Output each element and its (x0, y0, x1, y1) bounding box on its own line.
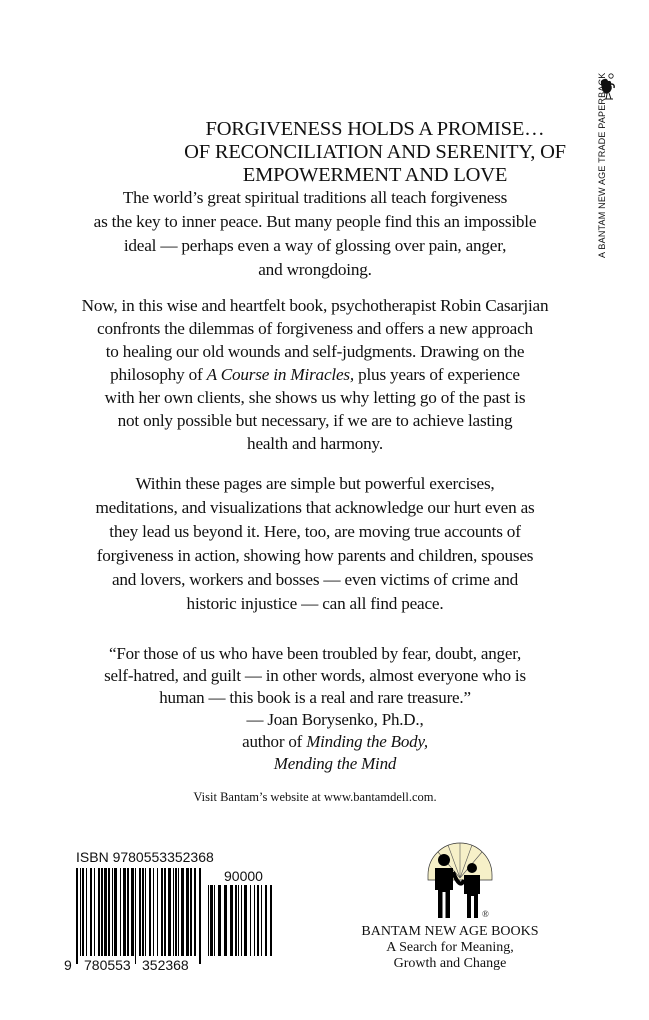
barcode-bar (161, 868, 163, 956)
barcode-bar (149, 868, 151, 956)
barcode-addon-number: 90000 (224, 868, 263, 884)
barcode-bar (235, 885, 237, 956)
text: plus years of experience (353, 365, 520, 384)
text-line: The world’s great spiritual traditions all teach forgiveness (122, 188, 508, 207)
barcode-bar (120, 868, 121, 956)
barcode-bar (186, 868, 189, 956)
barcode-bar (153, 868, 154, 956)
text-line: human — this book is a real and rare treasure.” (159, 688, 471, 707)
text-line: forgiveness in action, showing how parents and children, spouses (96, 546, 534, 565)
text-line: Within these pages are simple but powerful exercises, (135, 474, 495, 493)
barcode-bar (80, 868, 81, 956)
paragraph-description (60, 294, 570, 455)
barcode-bar (241, 885, 242, 956)
text-line: meditations, and visualizations that acknowledge our hurt even as (95, 498, 535, 517)
paragraph-contents (60, 472, 570, 616)
book-title: Minding the Body, (306, 732, 428, 751)
text-line (60, 731, 570, 753)
barcode-bar (270, 885, 272, 956)
barcode-bar (127, 868, 129, 956)
headline-line: EMPOWERMENT AND LOVE (242, 164, 508, 186)
spine-text: A BANTAM NEW AGE TRADE PAPERBACK (597, 72, 607, 258)
barcode-bar (173, 868, 174, 956)
text: author of (242, 732, 307, 751)
publisher-tagline: Growth and Change (393, 956, 507, 971)
barcode-bar (224, 885, 227, 956)
barcode-bar (190, 868, 192, 956)
text-line: historic injustice — can all find peace. (186, 594, 444, 613)
barcode-bar (208, 885, 209, 956)
publisher-name: BANTAM NEW AGE BOOKS (361, 924, 539, 939)
barcode-bar (175, 868, 177, 956)
bantam-new-age-logo (420, 830, 520, 922)
text-line: they lead us beyond it. Here, too, are moving true accounts of (109, 522, 521, 541)
text-line: and lovers, workers and bosses — even victims of crime and (111, 570, 519, 589)
barcode-bar (181, 868, 184, 956)
publisher-imprint (350, 924, 550, 972)
barcode-bar (101, 868, 103, 956)
paragraph-intro (60, 186, 570, 282)
text-line: self-hatred, and guilt — in other words, almost everyone who is (104, 666, 526, 685)
barcode-bar (164, 868, 166, 956)
barcode-bar (114, 868, 117, 956)
barcode-bar (210, 885, 213, 956)
barcode-bar (90, 868, 92, 956)
headline-line: OF RECONCILIATION AND SERENITY, OF (184, 141, 566, 163)
barcode (74, 868, 274, 964)
barcode-bar (218, 885, 221, 956)
text-line: Now, in this wise and heartfelt book, psychotherapist Robin Casarjian (81, 296, 549, 315)
barcode-bar (76, 868, 78, 964)
barcode-bar (157, 868, 158, 956)
text-line: as the key to inner peace. But many people find this an impossible (93, 212, 537, 231)
text-line: to healing our old wounds and self-judgments. Drawing on the (105, 342, 525, 361)
barcode-bar (178, 868, 179, 956)
text-line: and wrongdoing. (258, 260, 372, 279)
isbn-label: ISBN 9780553352368 (76, 849, 214, 865)
barcode-bar (214, 885, 215, 956)
barcode-bar (98, 868, 100, 956)
website-note: Visit Bantam’s website at www.bantamdell.com. (193, 790, 437, 804)
barcode-bar (194, 868, 196, 956)
text-line: confronts the dilemmas of forgiveness and offers a new approach (97, 319, 533, 338)
barcode-bar (131, 868, 134, 956)
barcode-bar (108, 868, 110, 956)
barcode-bar (261, 885, 262, 956)
barcode-bar (145, 868, 146, 956)
book-title: A Course in Miracles, (206, 365, 354, 384)
text-line (60, 363, 570, 386)
barcode-bar (94, 868, 95, 956)
barcode-bar (86, 868, 87, 956)
text-line: health and harmony. (247, 434, 383, 453)
barcode-bar (82, 868, 84, 956)
quote-author: — Joan Borysenko, Ph.D., (246, 710, 424, 729)
text-line: “For those of us who have been troubled by fear, doubt, anger, (108, 644, 522, 663)
text-line: not only possible but necessary, if we are to achieve lasting (117, 411, 513, 430)
text: philosophy of (110, 365, 207, 384)
headline-line: FORGIVENESS HOLDS A PROMISE… (205, 118, 545, 140)
barcode-bar (112, 868, 113, 956)
text-line (60, 753, 570, 775)
barcode-bar (250, 885, 251, 956)
headline (120, 118, 630, 187)
barcode-digits-right: 352368 (142, 957, 189, 973)
endorsement-quote (60, 643, 570, 775)
barcode-bar (168, 868, 171, 956)
barcode-bar (123, 868, 126, 956)
barcode-bar (265, 885, 267, 956)
book-title: Mending the Mind (273, 754, 397, 773)
barcode-digits-left: 780553 (84, 957, 131, 973)
barcode-bar (104, 868, 107, 956)
registered-mark: ® (482, 909, 489, 919)
barcode-bar (199, 868, 201, 964)
text-line: with her own clients, she shows us why letting go of the past is (104, 388, 526, 407)
barcode-bar (238, 885, 239, 956)
barcode-digit: 9 (64, 957, 72, 973)
publisher-tagline: A Search for Meaning, (386, 940, 514, 955)
barcode-bar (257, 885, 259, 956)
barcode-bar (230, 885, 233, 956)
barcode-bar (142, 868, 144, 956)
text-line: ideal — perhaps even a way of glossing over pain, anger, (123, 236, 507, 255)
barcode-bar (254, 885, 255, 956)
barcode-bar (139, 868, 141, 956)
barcode-bar (244, 885, 247, 956)
barcode-bar (135, 868, 136, 964)
